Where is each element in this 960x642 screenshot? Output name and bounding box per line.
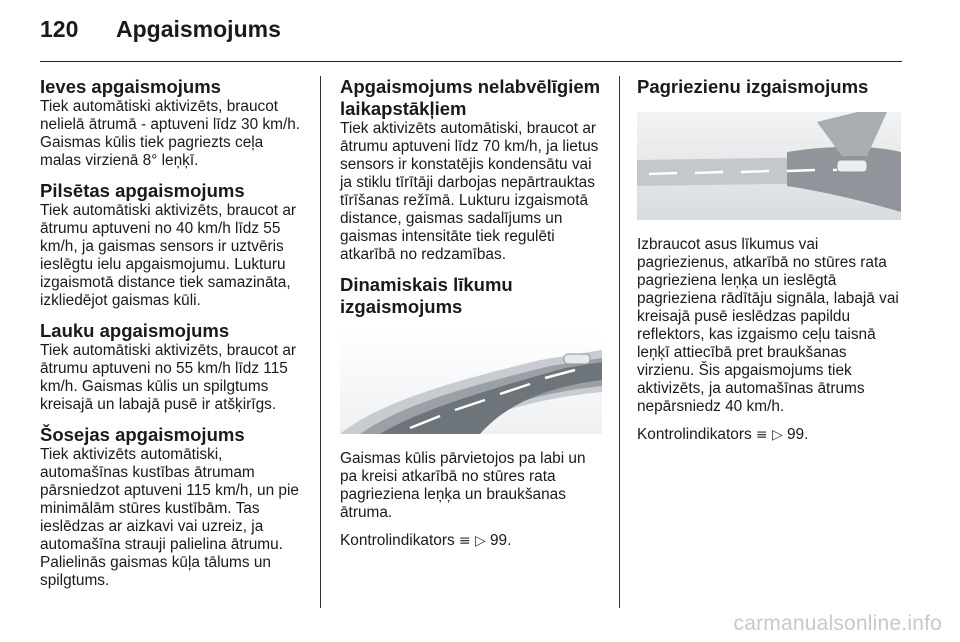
header-divider xyxy=(40,61,902,62)
section-heading: Apgaismojums nelabvēlīgiem laikapstākļiem xyxy=(340,76,601,119)
section-heading: Dinamiskais līkumu izgaismojums xyxy=(340,274,513,317)
column-divider xyxy=(320,76,321,608)
section-body: Tiek aktivizēts automātiski, braucot ar ātrumu aptuveni līdz 70 km/h, ja lietus sensors ir konstatējis kondensātu vai ja stiklu tīrītāji darbojas nepārtrauktas tīrīšanas režīmā. Lukturu izgaismotā distance, gaismas sadalījums un gaismas intensitāte tiek regulēti atkarībā no redzamības. xyxy=(340,120,599,263)
page-reference-icon: ▷ xyxy=(771,427,783,443)
indicator-reference xyxy=(340,532,606,550)
section-heading: Pilsētas apgaismojums xyxy=(40,180,245,201)
section-body: Tiek aktivizēts automātiski, automašīnas kustības ātrumam pārsniedzot aptuveni 115 km/h, un pie minimālām stūres kustībām. Tas ieslēdzas ar aizkavi vai uzreiz, ja automašīna strauji palielina ātrumu. Palielinās gaismas kūļa tālums un spilgtums. xyxy=(40,446,299,589)
headlight-indicator-icon: ≡ xyxy=(755,427,768,443)
watermark: carmanualsonline.info xyxy=(733,612,942,635)
column-divider xyxy=(619,76,620,608)
section-heading: Pagriezienu izgaismojums xyxy=(637,76,869,97)
indicator-label: Kontrolindikators xyxy=(340,532,455,549)
page-reference-icon: ▷ xyxy=(474,533,486,549)
page-number: 120 xyxy=(40,16,79,42)
page-title: Apgaismojums xyxy=(116,16,281,42)
column-1 xyxy=(40,76,306,600)
section-heading: Lauku apgaismojums xyxy=(40,320,230,341)
page-header xyxy=(40,16,281,43)
indicator-reference xyxy=(637,426,903,444)
section-heading: Šosejas apgaismojums xyxy=(40,424,245,445)
section-heading: Ieves apgaismojums xyxy=(40,76,221,97)
section-body: Tiek automātiski aktivizēts, braucot ar ātrumu aptuveni no 40 km/h līdz 55 km/h, ja gaismas sensors ir uztvēris ieslēgtu ielu apgaismojumu. Lukturu izgaismotā distance tiek samazināta, izkliedējot gaismas kūli. xyxy=(40,202,297,309)
section-body: Gaismas kūlis pārvietojos pa labi un pa kreisi atkarībā no stūres rata pagrieziena leņķa un braukšanas ātruma. xyxy=(340,450,586,521)
page-reference: 99. xyxy=(787,426,809,443)
column-2 xyxy=(340,76,606,560)
indicator-label: Kontrolindikators xyxy=(637,426,752,443)
cornering-light-illustration xyxy=(637,112,901,220)
page-reference: 99. xyxy=(490,532,512,549)
section-body: Izbraucot asus līkumus vai pagriezienus, atkarībā no stūres rata pagrieziena leņķa un ieslēgtā pagrieziena rādītāju signāla, labajā vai kreisajā pusē ieslēdzas papildu reflektors, kas izgaismo ceļu taisnā leņķī attiecībā pret braukšanas virzienu. Šis apgaismojums tiek aktivizēts, ja automašīnas ātrums nepārsniedz 40 km/h. xyxy=(637,236,899,415)
column-3 xyxy=(637,76,903,454)
section-body: Tiek automātiski aktivizēts, braucot nelielā ātrumā - aptuveni līdz 30 km/h. Gaismas kūlis tiek pagriezts ceļa malas virzienā 8° leņķī. xyxy=(40,98,301,169)
curve-lighting-illustration xyxy=(340,332,602,434)
headlight-indicator-icon: ≡ xyxy=(458,533,471,549)
section-body: Tiek automātiski aktivizēts, braucot ar ātrumu aptuveni no 55 km/h līdz 115 km/h. Gaismas kūlis un spilgtums kreisajā un labajā pusē ir atšķirīgs. xyxy=(40,342,297,413)
